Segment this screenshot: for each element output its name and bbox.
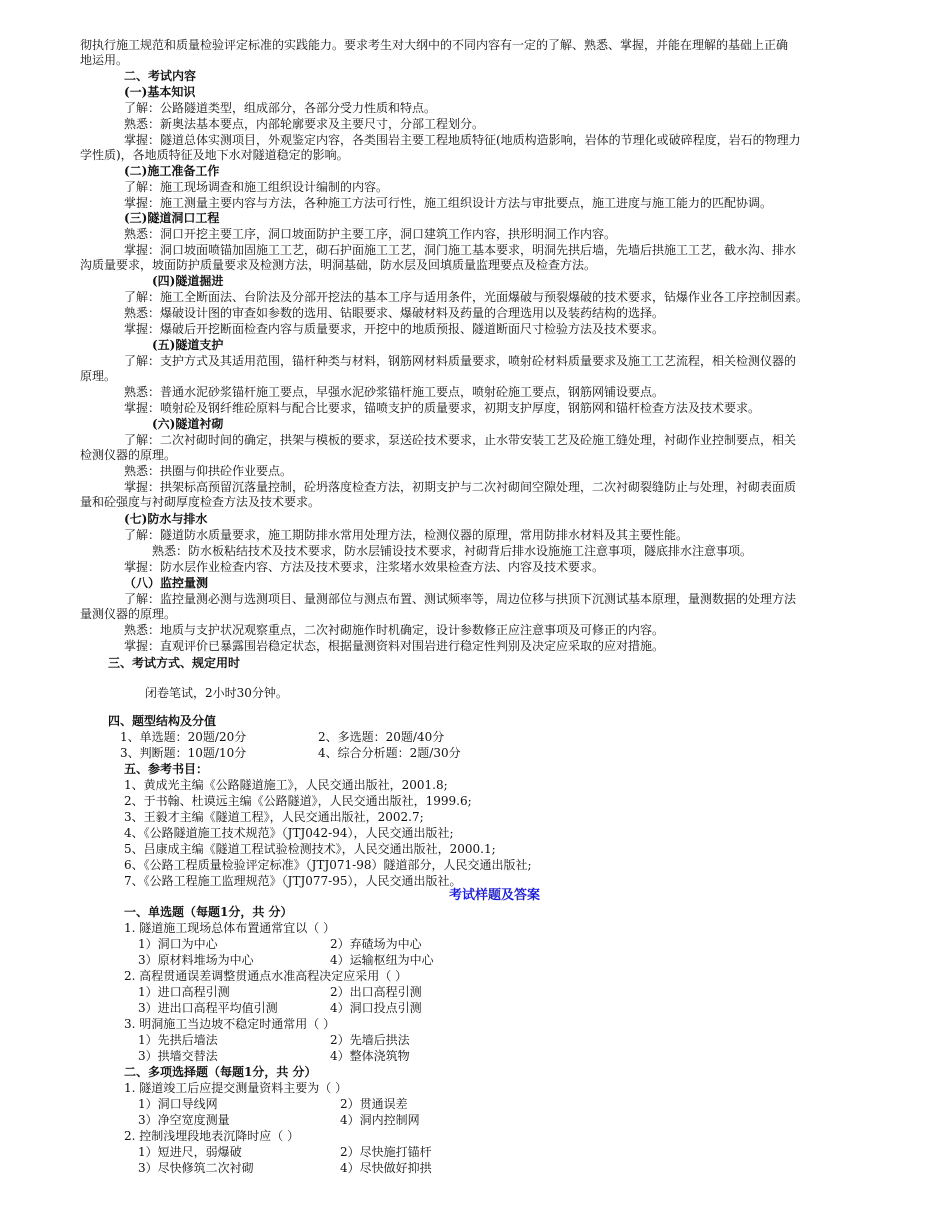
option: 4）运输枢纽为中心	[330, 953, 434, 967]
reference-item: 3、王毅才主编《隧道工程》，人民交通出版社，2002.7;	[124, 810, 424, 824]
option: 1）洞口为中心	[138, 937, 218, 951]
text-line: 量和砼强度与衬砌厚度检查方法及技术要求。	[80, 495, 321, 509]
subsection-heading: (七)防水与排水	[124, 512, 208, 526]
text-line: 闭卷笔试，2小时30分钟。	[145, 686, 288, 700]
option: 3）净空宽度测量	[138, 1113, 230, 1127]
option: 3）进出口高程平均值引测	[138, 1001, 278, 1015]
text-line: 熟悉：爆破设计图的审查如参数的选用、钻眼要求、爆破材料及药量的合理选用以及装药结构的选择。	[124, 306, 665, 320]
text-line: 熟悉：洞口开挖主要工序，洞口坡面防护主要工序，洞口建筑工作内容，拱形明洞工作内容。	[124, 227, 617, 241]
subsection-heading: (四)隧道掘进	[152, 274, 224, 288]
option: 3）尽快修筑二次衬砌	[138, 1161, 254, 1175]
question-type-item: 2、多选题：20题/40分	[318, 730, 445, 744]
text-line: 熟悉：新奥法基本要点，内部轮廓要求及主要尺寸，分部工程划分。	[124, 117, 485, 131]
subsection-heading: (三)隧道洞口工程	[124, 211, 220, 225]
reference-item: 2、于书翰、杜谟远主编《公路隧道》，人民交通出版社，1999.6;	[124, 794, 472, 808]
question: 1. 隧道竣工后应提交测量资料主要为（ ）	[124, 1081, 348, 1095]
subsection-heading: (五)隧道支护	[152, 338, 224, 352]
text-line: 掌握：拱架标高预留沉落量控制，砼坍落度检查方法，初期支护与二次衬砌间空隙处理，二次衬砌裂缝防止与处理，衬砌表面质	[124, 480, 797, 494]
text-line: 掌握：洞口坡面喷锚加固施工工艺，砌石护面施工工艺，洞门施工基本要求，明洞先拱后墙，先墙后拱施工工艺，截水沟、排水	[124, 243, 797, 257]
text-line: 熟悉：地质与支护状况观察重点，二次衬砌施作时机确定，设计参数修正应注意事项及可修正的内容。	[124, 623, 665, 637]
text-line: 掌握：隧道总体实测项目，外观鉴定内容，各类围岩主要工程地质特征(地质构造影响，岩体的节理化或破碎程度，岩石的物理力	[124, 133, 801, 147]
section-heading: 三、考试方式、规定用时	[108, 656, 241, 670]
text-line: 掌握：直观评价已暴露围岩稳定状态，根据量测资料对围岩进行稳定性判别及决定应采取的应对措施。	[124, 639, 665, 653]
text-line: 了解：施工全断面法、台阶法及分部开挖法的基本工序与适用条件，光面爆破与预裂爆破的技术要求，钻爆作业各工序控制因素。	[124, 290, 809, 304]
text-line: 原理。	[80, 369, 117, 383]
text-line: 掌握：施工测量主要内容与方法，各种施工方法可行性，施工组织设计方法与审批要点，施工进度与施工能力的匹配协调。	[124, 196, 773, 210]
text-line: 了解：施工现场调查和施工组织设计编制的内容。	[124, 180, 389, 194]
question: 2. 高程贯通误差调整贯通点水准高程决定应采用（ ）	[124, 969, 408, 983]
section-heading: 五、参考书目：	[124, 762, 209, 776]
text-line: 掌握：防水层作业检查内容、方法及技术要求，注浆堵水效果检查方法、内容及技术要求。	[124, 560, 605, 574]
question: 1. 隧道施工现场总体布置通常宜以（ ）	[124, 921, 336, 935]
option: 4）尽快做好抑拱	[340, 1161, 432, 1175]
option: 2）出口高程引测	[330, 985, 422, 999]
subsection-heading: (一)基本知识	[124, 85, 196, 99]
text-line: 了解：监控量测必测与选测项目、量测部位与测点布置、测试频率等，周边位移与拱顶下沉测试基本原理，量测数据的处理方法	[124, 592, 797, 606]
reference-item: 6、《公路工程质量检验评定标准》（JTJ071-98）隧道部分，人民交通出版社;	[124, 858, 532, 872]
intro-line: 地运用。	[80, 53, 129, 67]
text-line: 掌握：爆破后开挖断面检查内容与质量要求，开挖中的地质预报、隧道断面尺寸检验方法及技术要求。	[124, 322, 665, 336]
sample-title: 考试样题及答案	[449, 888, 541, 903]
text-line: 熟悉：拱圈与仰拱砼作业要点。	[124, 464, 293, 478]
question-type-item: 1、单选题：20题/20分	[120, 730, 247, 744]
option: 2）贯通误差	[340, 1097, 408, 1111]
option: 2）弃碴场为中心	[330, 937, 422, 951]
subsection-heading: （八）监控量测	[124, 576, 209, 590]
option: 4）整体浇筑物	[330, 1049, 410, 1063]
option: 2）先墙后拱法	[330, 1033, 410, 1047]
question: 2. 控制浅埋段地表沉降时应（ ）	[124, 1129, 300, 1143]
text-line: 检测仪器的原理。	[80, 448, 177, 462]
option: 1）洞口导线网	[138, 1097, 218, 1111]
text-line: 沟质量要求，坡面防护质量要求及检测方法，明洞基础，防水层及回填质量监理要点及检查方法。	[80, 258, 597, 272]
intro-line: 彻执行施工规范和质量检验评定标准的实践能力。要求考生对大纲中的不同内容有一定的了解、熟悉、掌握，并能在理解的基础上正确	[80, 38, 789, 52]
section-heading: 二、考试内容	[124, 69, 197, 83]
section-heading: 二、多项选择题（每题1分，共 分）	[124, 1065, 317, 1079]
text-line: 掌握：喷射砼及钢纤维砼原料与配合比要求，锚喷支护的质量要求，初期支护厚度，钢筋网和锚杆检查方法及技术要求。	[124, 401, 761, 415]
question-type-item: 3、判断题：10题/10分	[120, 746, 247, 760]
section-heading: 一、单选题（每题1分，共 分）	[124, 905, 293, 919]
section-heading: 四、题型结构及分值	[108, 714, 217, 728]
option: 1）进口高程引测	[138, 985, 230, 999]
text-line: 了解：隧道防水质量要求，施工期防排水常用处理方法，检测仪器的原理，常用防排水材料及其主要性能。	[124, 528, 689, 542]
reference-item: 7、《公路工程施工监理规范》（JTJ077-95），人民交通出版社。	[124, 874, 462, 888]
text-line: 了解：公路隧道类型，组成部分，各部分受力性质和特点。	[124, 101, 437, 115]
reference-item: 5、吕康成主编《隧道工程试验检测技术》，人民交通出版社，2000.1;	[124, 842, 496, 856]
option: 2）尽快施打锚杆	[340, 1145, 432, 1159]
text-line: 了解：支护方式及其适用范围，锚杆种类与材料，钢筋网材料质量要求，喷射砼材料质量要求及施工工艺流程，相关检测仪器的	[124, 354, 797, 368]
text-line: 学性质)，各地质特征及地下水对隧道稳定的影响。	[80, 148, 349, 162]
option: 1）先拱后墙法	[138, 1033, 218, 1047]
text-line: 熟悉：普通水泥砂浆锚杆施工要点，早强水泥砂浆锚杆施工要点，喷射砼施工要点，钢筋网铺设要点。	[124, 385, 665, 399]
text-line: 了解：二次衬砌时间的确定，拱架与模板的要求，泵送砼技术要求，止水带安装工艺及砼施工缝处理，衬砌作业控制要点，相关	[124, 433, 797, 447]
subsection-heading: (二)施工准备工作	[124, 164, 220, 178]
question-type-item: 4、综合分析题：2题/30分	[318, 746, 461, 760]
option: 1）短进尺，弱爆破	[138, 1145, 242, 1159]
option: 3）拱墙交替法	[138, 1049, 218, 1063]
option: 4）洞内控制网	[340, 1113, 420, 1127]
reference-item: 1、黄成光主编《公路隧道施工》，人民交通出版社，2001.8;	[124, 778, 448, 792]
text-line: 量测仪器的原理。	[80, 607, 177, 621]
option: 4）洞口投点引测	[330, 1001, 422, 1015]
subsection-heading: (六)隧道衬砌	[152, 417, 224, 431]
option: 3）原材料堆场为中心	[138, 953, 254, 967]
reference-item: 4、《公路隧道施工技术规范》（JTJ042-94），人民交通出版社;	[124, 826, 454, 840]
text-line: 熟悉：防水板粘结技术及技术要求，防水层铺设技术要求，衬砌背后排水设施施工注意事项，隧底排水注意事项。	[152, 544, 753, 558]
question: 3. 明洞施工当边坡不稳定时通常用（ ）	[124, 1017, 336, 1031]
